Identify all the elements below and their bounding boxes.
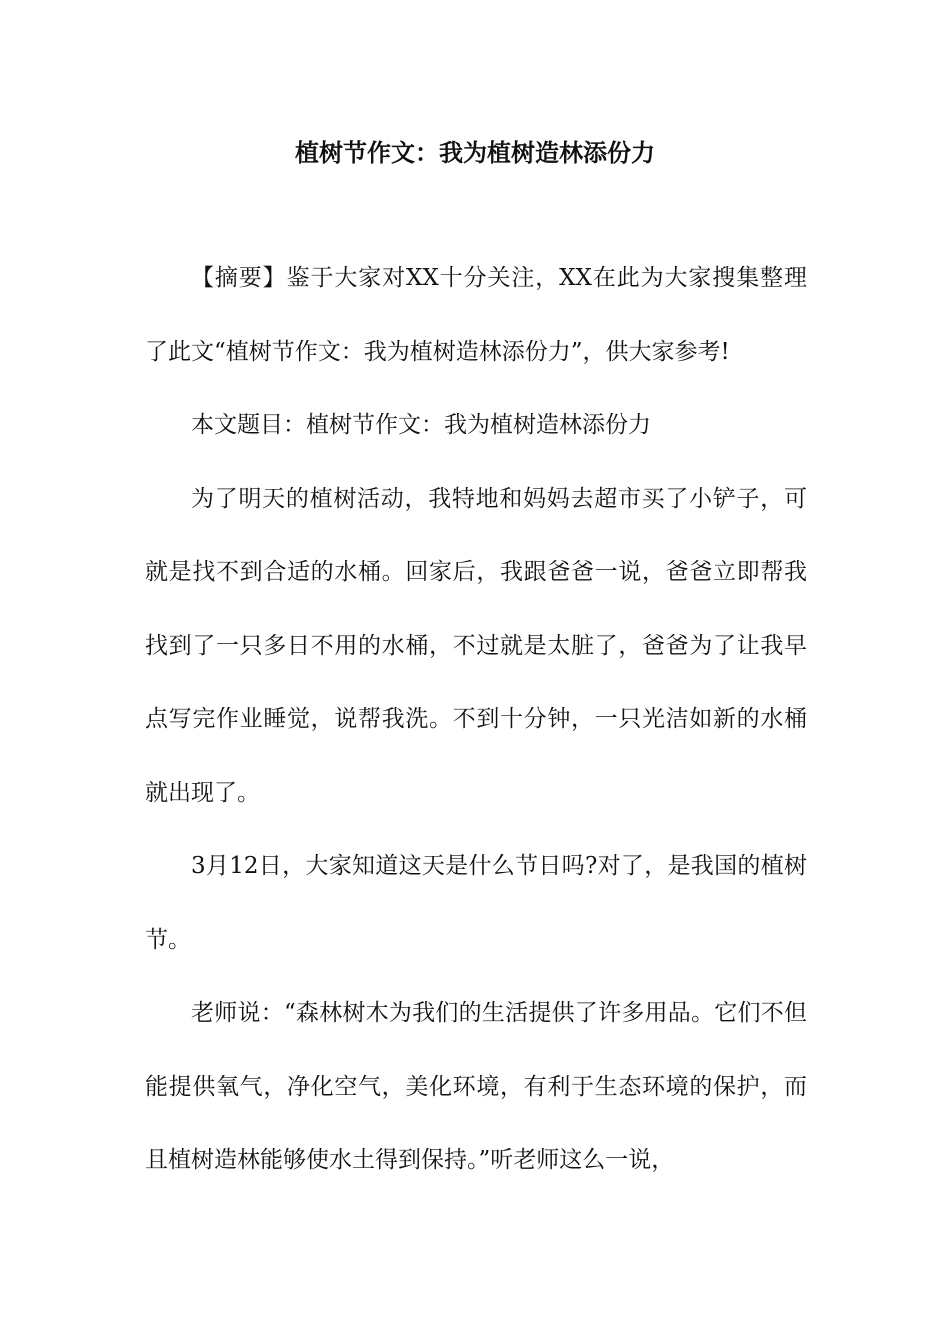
document-body: [145, 242, 807, 1198]
paragraph-abstract: 【摘要】鉴于大家对XX十分关注，XX在此为大家搜集整理了此文“植树节作文：我为植树造林添份力”，供大家参考!: [145, 265, 807, 365]
paragraph-teacher-quote: 老师说：“森林树木为我们的生活提供了许多用品。它们不但能提供氧气，净化空气，美化环境，有利于生态环境的保护，而且植树造林能够使水土得到保持。”听老师这么一说，: [145, 1000, 807, 1173]
paragraph-preparation: 为了明天的植树活动，我特地和妈妈去超市买了小铲子，可就是找不到合适的水桶。回家后，我跟爸爸一说，爸爸立即帮我找到了一只多日不用的水桶，不过就是太脏了，爸爸为了让我早点写完作业睡觉，说帮我洗。不到十分钟，一只光洁如新的水桶就出现了。: [145, 485, 807, 806]
paragraph-arbor-day: 3月12日，大家知道这天是什么节日吗?对了，是我国的植树节。: [145, 853, 807, 953]
document-title: 植树节作文：我为植树造林添份力: [295, 139, 655, 167]
paragraph-topic: 本文题目：植树节作文：我为植树造林添份力: [191, 412, 651, 438]
